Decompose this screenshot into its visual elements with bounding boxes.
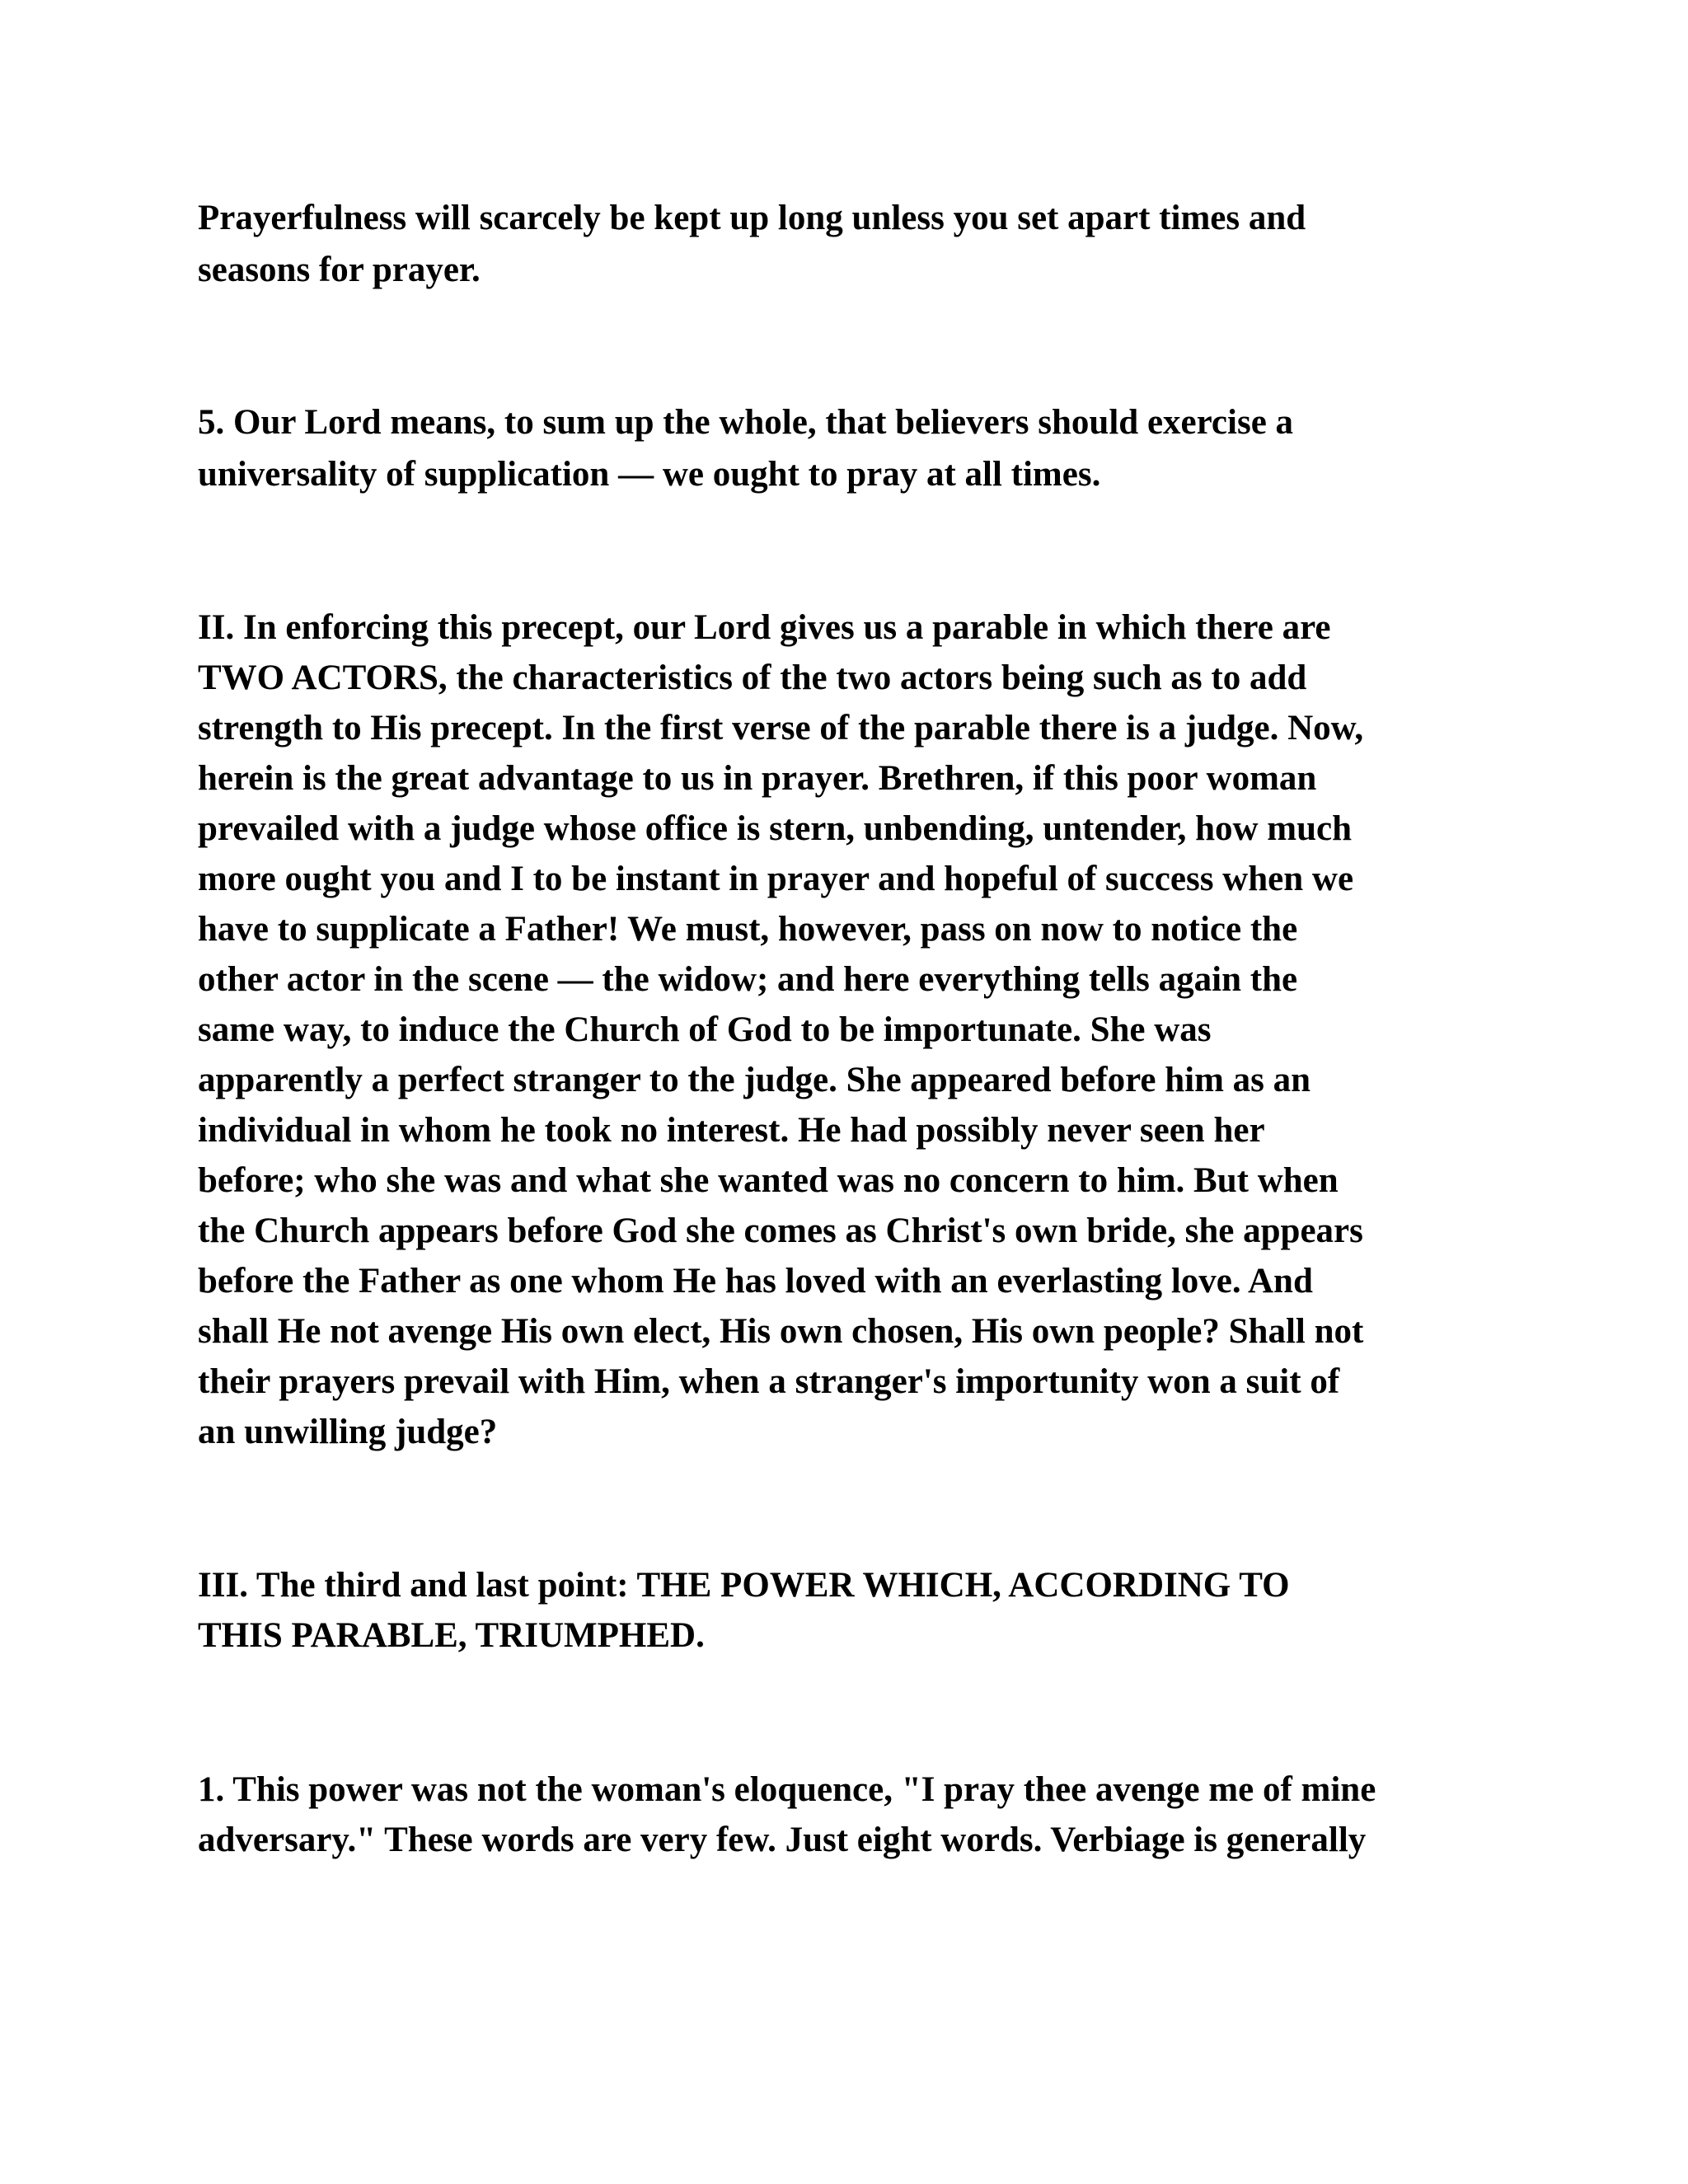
paragraph-2-line-2: universality of supplication — we ought to pray at all times.: [198, 455, 1101, 494]
paragraph-3-line-17: an unwilling judge?: [198, 1413, 498, 1451]
paragraph-3-line-6: more ought you and I to be instant in prayer and hopeful of success when we: [198, 860, 1354, 898]
paragraph-3-line-11: individual in whom he took no interest. He had possibly never seen her: [198, 1111, 1265, 1150]
paragraph-3-line-4: herein is the great advantage to us in prayer. Brethren, if this poor woman: [198, 759, 1317, 798]
paragraph-3-line-15: shall He not avenge His own elect, His own chosen, His own people? Shall not: [198, 1312, 1364, 1351]
paragraph-3-line-10: apparently a perfect stranger to the judge. She appeared before him as an: [198, 1061, 1311, 1099]
paragraph-1-line-1: Prayerfulness will scarcely be kept up long unless you set apart times and: [198, 199, 1306, 237]
paragraph-4-line-1: III. The third and last point: THE POWER WHICH, ACCORDING TO: [198, 1566, 1290, 1605]
paragraph-3-line-12: before; who she was and what she wanted was no concern to him. But when: [198, 1161, 1339, 1200]
paragraph-3-line-14: before the Father as one whom He has loved with an everlasting love. And: [198, 1262, 1313, 1301]
paragraph-3-line-7: have to supplicate a Father! We must, however, pass on now to notice the: [198, 910, 1298, 949]
paragraph-3-line-3: strength to His precept. In the first verse of the parable there is a judge. Now,: [198, 709, 1364, 748]
paragraph-4-line-2: THIS PARABLE, TRIUMPHED.: [198, 1616, 705, 1655]
paragraph-3-line-8: other actor in the scene — the widow; and here everything tells again the: [198, 960, 1298, 999]
paragraph-5-line-1: 1. This power was not the woman's eloquence, "I pray thee avenge me of mine: [198, 1770, 1376, 1809]
paragraph-3-line-13: the Church appears before God she comes as Christ's own bride, she appears: [198, 1212, 1363, 1250]
paragraph-3-line-1: II. In enforcing this precept, our Lord gives us a parable in which there are: [198, 608, 1331, 647]
paragraph-3-line-16: their prayers prevail with Him, when a stranger's importunity won a suit of: [198, 1362, 1340, 1401]
paragraph-5-line-2: adversary." These words are very few. Just eight words. Verbiage is generally: [198, 1821, 1367, 1859]
paragraph-2-line-1: 5. Our Lord means, to sum up the whole, that believers should exercise a: [198, 403, 1294, 442]
paragraph-3-line-2: TWO ACTORS, the characteristics of the two actors being such as to add: [198, 658, 1307, 697]
paragraph-3-line-9: same way, to induce the Church of God to be importunate. She was: [198, 1010, 1212, 1049]
paragraph-3-line-5: prevailed with a judge whose office is stern, unbending, untender, how much: [198, 809, 1353, 848]
paragraph-1-line-2: seasons for prayer.: [198, 251, 481, 289]
